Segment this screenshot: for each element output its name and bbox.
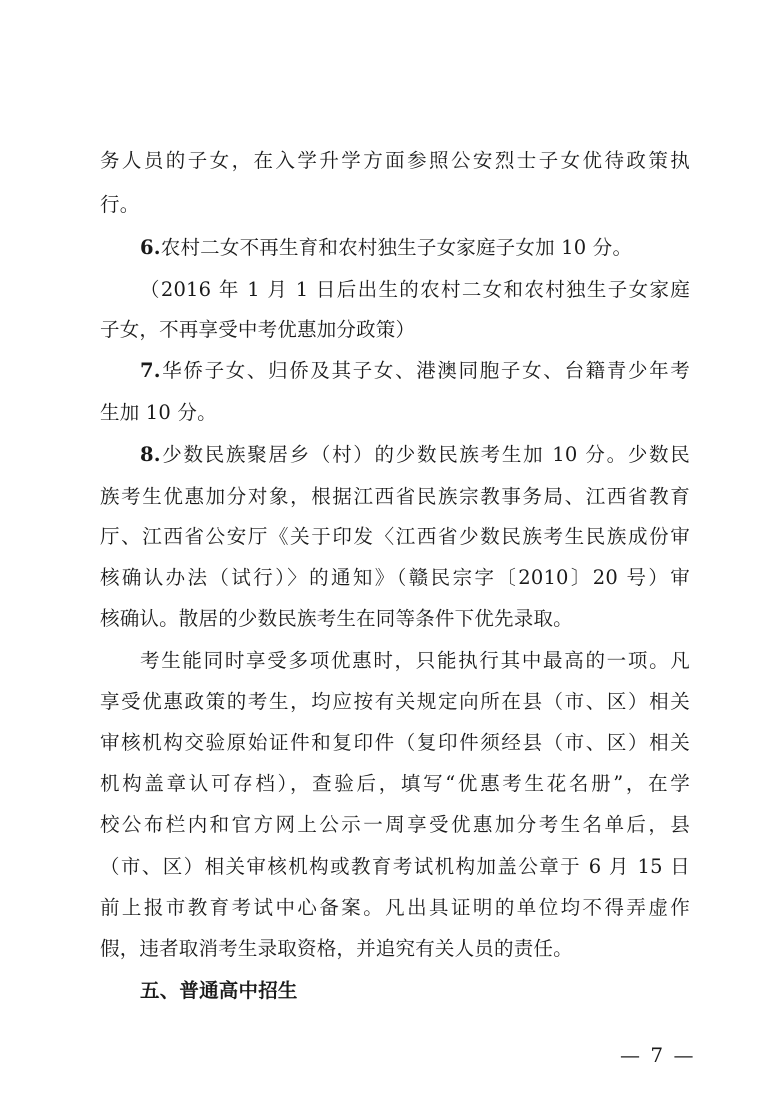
paragraph-line: 核确认。散居的少数民族考生在同等条件下优先录取。 — [100, 607, 573, 630]
paragraph-line: 族考生优惠加分对象，根据江西省民族宗教事务局、江西省教育 — [100, 485, 690, 508]
paragraph-line: 校公布栏内和官方网上公示一周享受优惠加分考生名单后，县 — [100, 813, 690, 836]
list-item-7 — [140, 356, 690, 386]
paragraph-line: 假，违者取消考生录取资格，并追究有关人员的责任。 — [100, 937, 573, 960]
paragraph-line: 机构盖章认可存档），查验后，填写“优惠考生花名册”，在学 — [100, 772, 690, 795]
list-number: 8. — [140, 443, 161, 466]
list-item-text: 少数民族聚居乡（村）的少数民族考生加 10 分。少数民 — [160, 443, 690, 466]
paragraph-line: 厅、江西省公安厅《关于印发〈江西省少数民族考生民族成份审 — [100, 525, 690, 548]
paragraph-line: 前上报市教育考试中心备案。凡出具证明的单位均不得弄虚作 — [100, 896, 690, 919]
list-number: 6. — [140, 236, 161, 259]
paragraph-line: 务人员的子女，在入学升学方面参照公安烈士子女优待政策执 — [100, 149, 690, 172]
list-number: 7. — [140, 359, 161, 382]
list-item-6 — [140, 233, 690, 263]
paragraph-line: 核确认办法（试行）〉的通知》（赣民宗字〔2010〕20 号）审 — [100, 566, 690, 589]
paragraph-line: 生加 10 分。 — [100, 401, 217, 424]
paragraph-line: 行。 — [100, 193, 140, 216]
paragraph-line: 享受优惠政策的考生，均应按有关规定向所在县（市、区）相关 — [100, 690, 690, 713]
paragraph-line: 子女，不再享受中考优惠加分政策） — [100, 318, 416, 341]
section-heading: 五、普通高中招生 — [140, 979, 298, 1002]
paragraph-line: （2016 年 1 月 1 日后出生的农村二女和农村独生子女家庭 — [140, 278, 690, 301]
list-item-8 — [140, 440, 690, 470]
list-item-text: 华侨子女、归侨及其子女、港澳同胞子女、台籍青少年考 — [160, 359, 690, 382]
page-number: — 7 — — [620, 1043, 696, 1067]
paragraph-line: 审核机构交验原始证件和复印件（复印件须经县（市、区）相关 — [100, 731, 690, 754]
paragraph-line: （市、区）相关审核机构或教育考试机构加盖公章于 6 月 15 日 — [100, 855, 690, 878]
list-item-text: 农村二女不再生育和农村独生子女家庭子女加 10 分。 — [160, 236, 633, 259]
paragraph-line: 考生能同时享受多项优惠时，只能执行其中最高的一项。凡 — [140, 649, 690, 672]
